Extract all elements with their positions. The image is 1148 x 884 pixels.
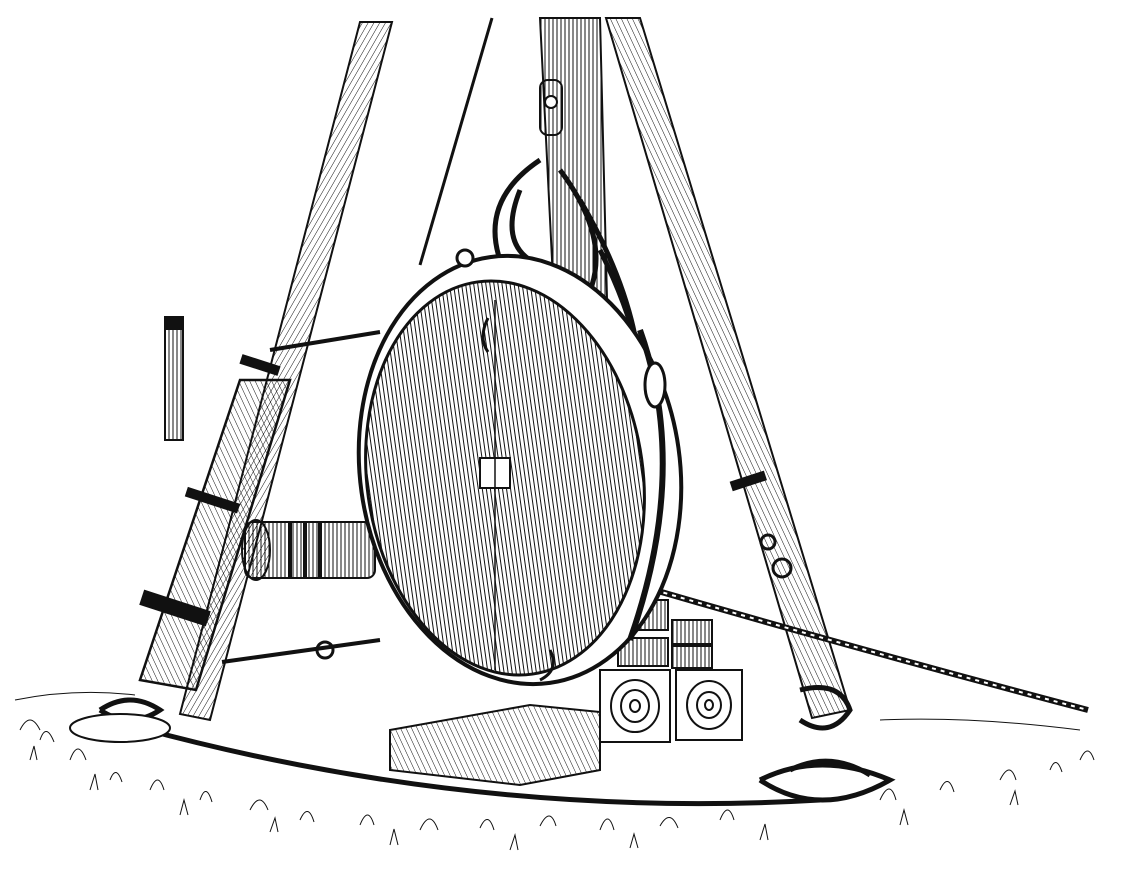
ring-bolt xyxy=(645,363,665,407)
left-pole-footing xyxy=(70,714,170,742)
axle-cylinder xyxy=(242,520,375,580)
guy-rope-top xyxy=(420,18,492,265)
pulley-block xyxy=(540,80,562,135)
suspended-dish xyxy=(332,235,709,705)
stone-base xyxy=(390,705,600,785)
measuring-post xyxy=(164,316,184,440)
